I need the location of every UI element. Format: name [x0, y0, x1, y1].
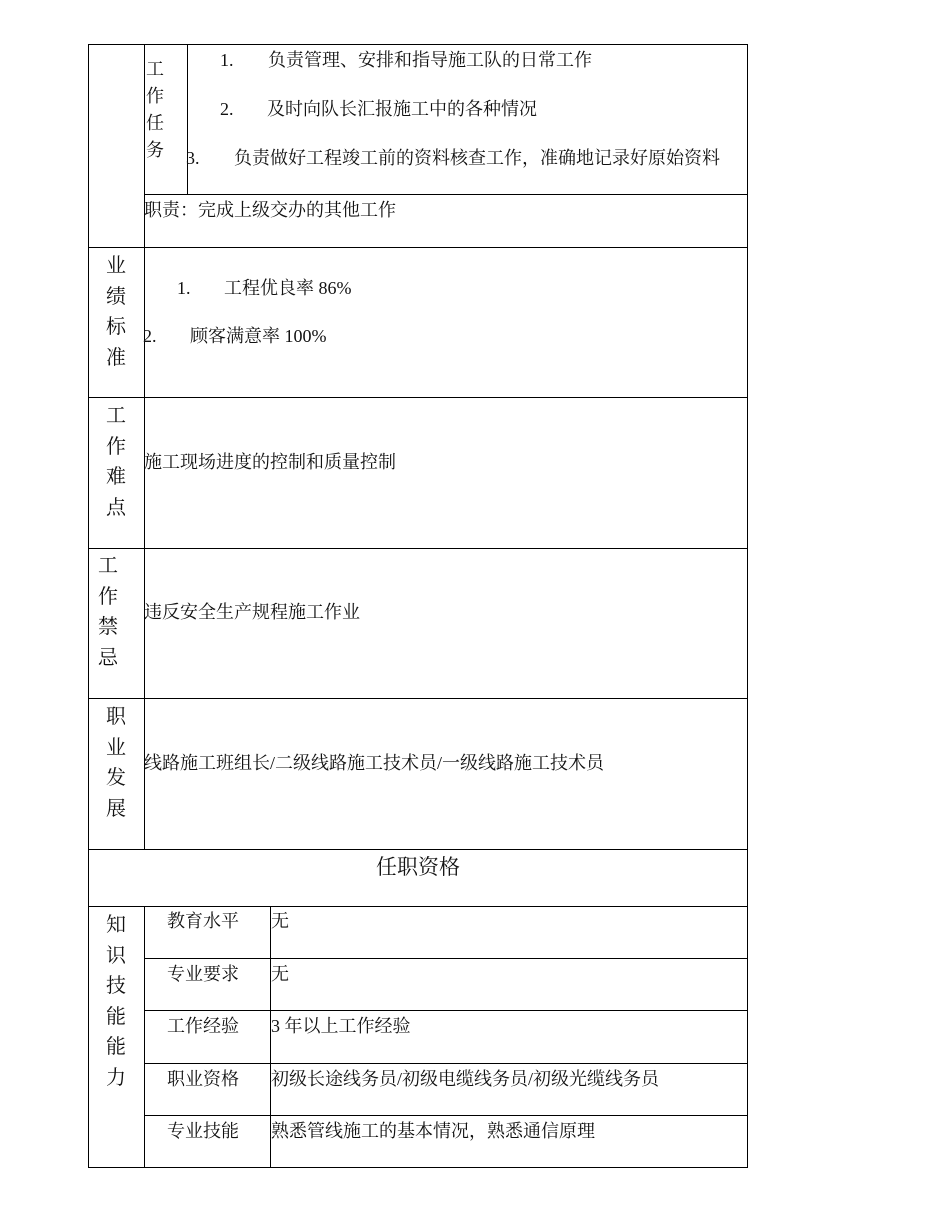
duty-text: 职责：完成上级交办的其他工作 — [144, 200, 396, 220]
task-item-2-text: 及时向队长汇报施工中的各种情况 — [267, 99, 537, 119]
difficulty-text: 施工现场进度的控制和质量控制 — [144, 452, 396, 472]
qualification-value-education: 无 — [271, 911, 289, 931]
performance-item-1-number: 1. — [177, 278, 191, 298]
qualification-key-experience: 工作经验 — [167, 1016, 239, 1036]
column-divider — [144, 44, 145, 850]
table-border-bottom — [88, 1167, 748, 1168]
task-item-1-text: 负责管理、安排和指导施工队的日常工作 — [268, 50, 592, 70]
performance-item-2-text: 顾客满意率 100% — [190, 326, 327, 346]
row-divider — [144, 1115, 748, 1116]
column-divider — [144, 906, 145, 1168]
qualification-key-skills: 专业技能 — [167, 1121, 239, 1141]
row-divider — [88, 548, 748, 549]
row-divider — [144, 194, 748, 195]
qualification-value-certification: 初级长途线务员/初级电缆线务员/初级光缆线务员 — [271, 1069, 659, 1089]
taboo-label: 工作禁忌 — [98, 555, 118, 669]
task-item-3-text: 负责做好工程竣工前的资料核查工作，准确地记录好原始资料 — [234, 148, 720, 168]
taboo-text: 违反安全生产规程施工作业 — [144, 602, 360, 622]
qualification-key-major: 专业要求 — [167, 964, 239, 984]
task-item-2-number: 2. — [220, 99, 234, 119]
qualification-key-education: 教育水平 — [167, 911, 239, 931]
row-divider — [88, 906, 748, 907]
qualification-heading: 任职资格 — [376, 855, 460, 879]
performance-item-2-number: 2. — [143, 326, 157, 346]
performance-item-1-text: 工程优良率 86% — [224, 278, 352, 298]
career-text: 线路施工班组长/二级线路施工技术员/一级线路施工技术员 — [144, 753, 604, 773]
task-item-3-number: 3. — [186, 148, 200, 168]
table-border-right — [747, 44, 748, 1168]
row-divider — [88, 397, 748, 398]
task-item-1-number: 1. — [220, 50, 234, 70]
row-divider — [88, 849, 748, 850]
qualification-value-skills: 熟悉管线施工的基本情况，熟悉通信原理 — [271, 1121, 595, 1141]
difficulty-label: 工作难点 — [106, 405, 126, 519]
column-divider — [187, 44, 188, 195]
row-divider — [88, 698, 748, 699]
tasks-label: 工作任务 — [146, 59, 164, 160]
performance-label: 业绩标准 — [106, 255, 126, 369]
knowledge-skills-label: 知识技能能力 — [106, 914, 126, 1089]
qualification-key-certification: 职业资格 — [167, 1069, 239, 1089]
row-divider — [144, 1063, 748, 1064]
qualification-value-major: 无 — [271, 964, 289, 984]
row-divider — [88, 247, 748, 248]
table-border-left — [88, 44, 89, 1168]
row-divider — [144, 958, 748, 959]
career-label: 职业发展 — [106, 706, 126, 820]
row-divider — [144, 1010, 748, 1011]
qualification-value-experience: 3 年以上工作经验 — [271, 1016, 411, 1036]
